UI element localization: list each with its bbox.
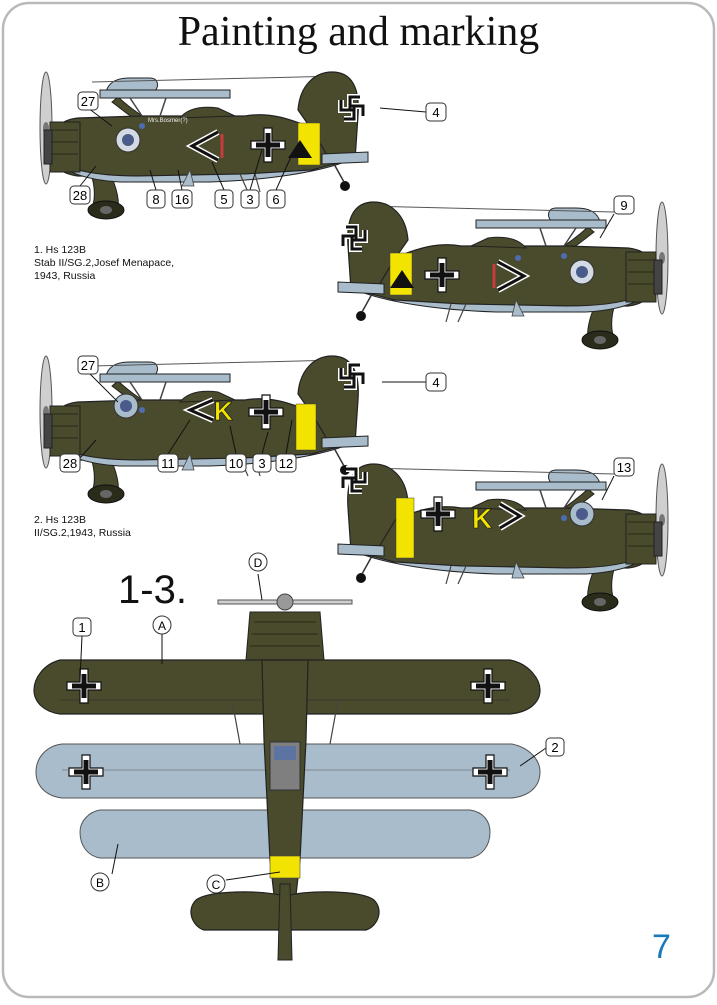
callout-12: 12	[278, 456, 294, 471]
callout-5: 5	[220, 192, 228, 207]
callout-27: 27	[80, 94, 96, 109]
callout-3-b: 3	[258, 456, 266, 471]
callout-9: 9	[620, 198, 628, 213]
scheme1-unit: Stab II/SG.2,Josef Menapace,	[34, 257, 175, 269]
callout-1: 1	[78, 620, 86, 635]
callout-16: 16	[174, 192, 190, 207]
callout-10: 10	[228, 456, 244, 471]
callout-6: 6	[272, 192, 280, 207]
fuselage-band-plan	[270, 856, 300, 878]
callout-3: 3	[246, 192, 254, 207]
nose-text: Mrs.Bosmer(?)	[148, 118, 188, 124]
callout-11: 11	[161, 456, 175, 471]
scheme1-title: 1. Hs 123B	[34, 244, 86, 256]
code-letter-port: K	[214, 396, 233, 426]
callout-8: 8	[152, 192, 160, 207]
callout-28: 28	[72, 188, 88, 203]
callout-28-b: 28	[62, 456, 78, 471]
scheme1-date: 1943, Russia	[34, 270, 96, 282]
page-number: 7	[652, 928, 671, 966]
callout-2: 2	[551, 740, 559, 755]
callout-D: D	[253, 556, 263, 570]
code-letter-starboard: K	[472, 503, 493, 534]
scheme2-unit: II/SG.2,1943, Russia	[34, 527, 131, 539]
callout-C: C	[211, 878, 221, 892]
callout-4: 4	[432, 105, 440, 120]
callout-A: A	[157, 619, 167, 633]
scheme1-caption	[34, 244, 174, 283]
callout-27-b: 27	[80, 358, 96, 373]
scheme2-title: 2. Hs 123B	[34, 514, 86, 526]
callout-13: 13	[616, 460, 632, 475]
plan-view-label: 1-3.	[118, 568, 187, 612]
callout-4-b: 4	[432, 375, 440, 390]
page-title: Painting and marking	[177, 9, 540, 55]
scheme2-caption	[34, 514, 131, 540]
callout-B: B	[95, 876, 105, 890]
